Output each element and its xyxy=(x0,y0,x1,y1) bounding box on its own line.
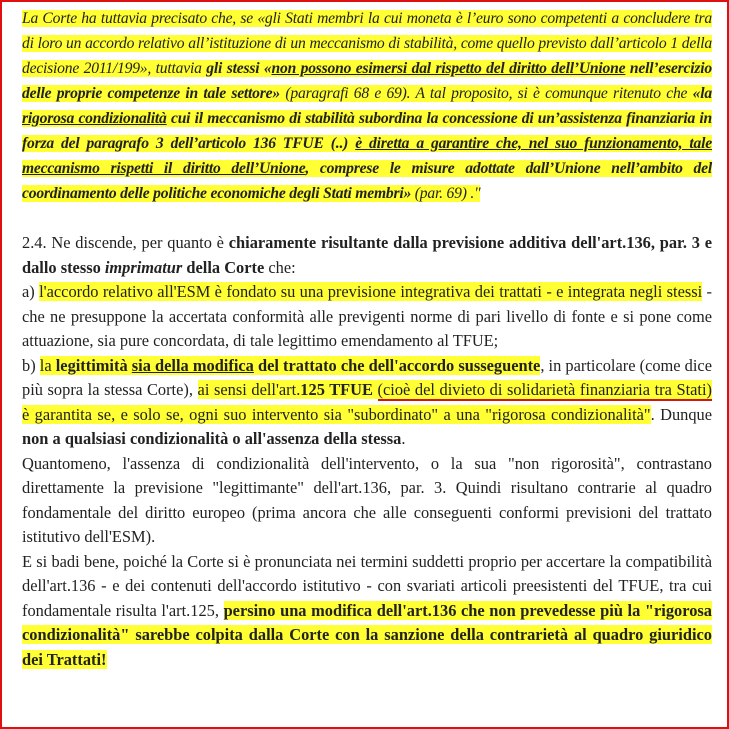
quote-bold: gli stessi « xyxy=(206,60,272,77)
paragraph-2-4 xyxy=(22,231,712,280)
highlighted-bold-text: 125 TFUE xyxy=(300,380,373,399)
bold-text: chiaramente risultante dalla previsione additiva dell'art.136, par. 3 e dallo stesso xyxy=(22,233,712,277)
quote-bold: «la xyxy=(692,85,712,102)
item-a xyxy=(22,280,712,354)
italic-text: imprimatur xyxy=(104,257,183,277)
text: E si badi bene, poiché la Corte si è pronunciata nei termini suddetti proprio per accertare la compatibilità dell'art.136 - e dei contenuti dell'accordo istitutivo - con svariati articoli preesistenti del TFUE, tra cui fondamentale risulta l'art.125, xyxy=(22,551,712,620)
quote-bold-underlined: non possono esimersi dal rispetto del diritto dell’Unione xyxy=(271,60,626,77)
quote-text: (paragrafi 68 e 69). A tal proposito, si è comunque ritenuto che xyxy=(279,85,693,102)
document-content xyxy=(22,6,712,672)
text: , in particolare (come dice più sopra la stessa Corte), xyxy=(22,355,712,399)
text: che: xyxy=(264,257,296,277)
bold-text: non a qualsiasi condizionalità o all'assenza della stessa xyxy=(22,429,402,448)
text: . xyxy=(401,429,406,448)
quote-bold-underlined: rigorosa condizionalità xyxy=(22,110,167,127)
quote-text: La Corte ha tuttavia precisato che, se «gli Stati membri la cui moneta è l’euro sono competenti a concludere tra di loro un accordo relativo all’istituzione di un meccanismo di stabilità, come quello previsto dall’articolo 1 della decisione 2011/199», tuttavia xyxy=(22,10,712,77)
highlighted-text: l'accordo relativo all'ESM è fondato su una previsione integrativa dei trattati xyxy=(39,282,542,301)
highlighted-bold-underlined-text: sia della modifica xyxy=(131,355,254,375)
bold-text: della Corte xyxy=(182,257,265,277)
highlighted-bold-text: legittimità xyxy=(55,355,132,375)
quoted-court-passage xyxy=(22,6,712,206)
quote-text: (par. 69) ." xyxy=(411,185,481,202)
quote-bold: nell’esercizio delle proprie competenze in tale settore» xyxy=(22,60,712,102)
paragraph-quantomeno: Quantomeno, l'assenza di condizionalità dell'intervento, o la sua "non rigorosità", contrastano direttamente la previsione "legittimante" dell'art.136, par. 3. Quindi risultano contrarie al quadro fondamentale del diritto europeo (prima ancora che alle conseguenti conformi previsioni del trattato istitutivo dell'ESM). xyxy=(22,453,712,546)
highlighted-bold-text: persino una modifica dell'art.136 che non prevedesse più la "rigorosa condizionalità" sarebbe colpita dalla Corte con la sanzione della contrarietà al quadro giuridico dei Trattati! xyxy=(22,600,712,669)
quote-bold-underlined: è diretta a garantire che, nel suo funzionamento, tale meccanismo rispetti il diritto dell’Unione xyxy=(22,135,712,177)
highlighted-text: ai sensi dell'art. xyxy=(197,380,301,399)
highlighted-text: è garantita se, e solo se, ogni suo intervento sia "subordinato" a una "rigorosa condizionalità" xyxy=(22,404,651,424)
item-label: b) xyxy=(22,355,40,375)
paragraph-final xyxy=(22,550,712,673)
highlighted-bold-text: del trattato che dell'accordo susseguente xyxy=(253,355,541,375)
highlighted-text: - xyxy=(541,282,557,301)
highlighted-text: la xyxy=(39,355,56,375)
highlighted-text: e integrata negli stessi xyxy=(556,282,703,301)
item-b xyxy=(22,354,712,452)
highlighted-text xyxy=(373,380,378,399)
quote-bold: , comprese le misure adottate dall’Unione nell’ambito del coordinamento delle politiche economiche degli Stati membri» xyxy=(22,160,712,202)
text: . Dunque xyxy=(650,404,713,424)
text: - che ne presuppone la accertata conformità alle previgenti norme di pari livello di fonte e si pone come attuazione, sia pure concordata, di tale legittimo emendamento al TFUE; xyxy=(22,282,712,350)
body-section xyxy=(22,231,712,672)
item-label: a) xyxy=(22,282,40,301)
quote-bold: cui il meccanismo di stabilità subordina la concessione di un’assistenza finanziaria in forza del paragrafo 3 dell’articolo 136 TFUE (..) xyxy=(22,110,712,152)
text: 2.4. Ne discende, per quanto è xyxy=(22,233,229,252)
red-underlined-text: (cioè del divieto di solidarietà finanziaria tra Stati) xyxy=(377,380,712,399)
